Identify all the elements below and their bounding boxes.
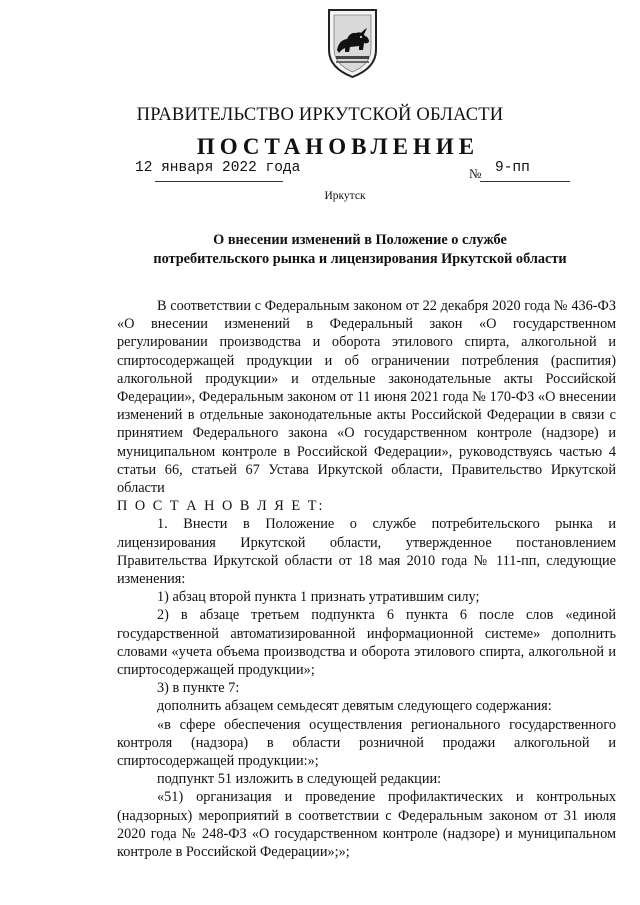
decree-heading: П О С Т А Н О В Л Я Е Т: [117, 498, 325, 515]
number-sign: № [469, 166, 482, 181]
document-title [110, 231, 610, 269]
paragraph-subpoint-51: подпункт 51 изложить в следующей редакции: [157, 771, 442, 788]
document-number: 9-пп [495, 160, 530, 176]
paragraph-subitem-3: 3) в пункте 7: [157, 680, 240, 697]
coat-of-arms-icon [325, 6, 380, 80]
government-name: ПРАВИТЕЛЬСТВО ИРКУТСКОЙ ОБЛАСТИ [136, 105, 504, 125]
number-underline [480, 181, 570, 182]
document-body [117, 297, 616, 861]
city-name: Иркутск [324, 190, 366, 202]
title-line-1: О внесении изменений в Положение о службе [213, 232, 507, 248]
paragraph-subitem-1: 1) абзац второй пункта 1 признать утратившим силу; [157, 589, 480, 606]
paragraph-quote-2: «51) организация и проведение профилактических и контрольных (надзорных) мероприятий в соответствии с Федеральным законом от 31 июля 2020 года № 248-ФЗ «О государственном контроле (надзоре) и муниципальном контроле в Российской Федерации»;»; [117, 789, 616, 861]
date-underline [155, 181, 283, 182]
paragraph-quote-1: «в сфере обеспечения осуществления регионального государственного контроля (надзора) в области розничной продажи алкогольной и спиртосодержащей продукции:»; [117, 716, 616, 770]
document-type: ПОСТАНОВЛЕНИЕ [196, 134, 480, 159]
paragraph-item-1: 1. Внести в Положение о службе потребительского рынка и лицензирования Иркутской области, утвержденное постановлением Правительства Иркутской области от 18 мая 2010 года № 111-пп, следующие изменения: [117, 516, 616, 588]
title-line-2: потребительского рынка и лицензирования Иркутской области [153, 251, 567, 267]
paragraph-subitem-2: 2) в абзаце третьем подпункта 6 пункта 6 после слов «единой государственной автоматизированной информационной системе» дополнить словами «учета объема производства и оборота этилового спирта, алкогольной и спиртосодержащей продукции»; [117, 607, 616, 679]
document-date: 12 января 2022 года [135, 160, 301, 176]
paragraph-add-abstract: дополнить абзацем семьдесят девятым следующего содержания: [157, 698, 552, 715]
preamble-paragraph: В соответствии с Федеральным законом от 22 декабря 2020 года № 436-ФЗ «О внесении изменений в Федеральный закон «О государственном регулировании производства и оборота этилового спирта, алкогольной и спиртосодержащей продукции и об ограничении потребления (распития) алкогольной продукции» и отдельные законодательные акты Российской Федерации», Федеральным законом от 11 июня 2021 года № 170-ФЗ «О внесении изменений в отдельные законодательные акты Российской Федерации в связи с принятием Федерального закона «О государственном контроле (надзоре) и муниципальном контроле в Российской Федерации», руководствуясь частью 4 статьи 66, статьей 67 Устава Иркутской области, Правительство Иркутской области [117, 298, 616, 497]
